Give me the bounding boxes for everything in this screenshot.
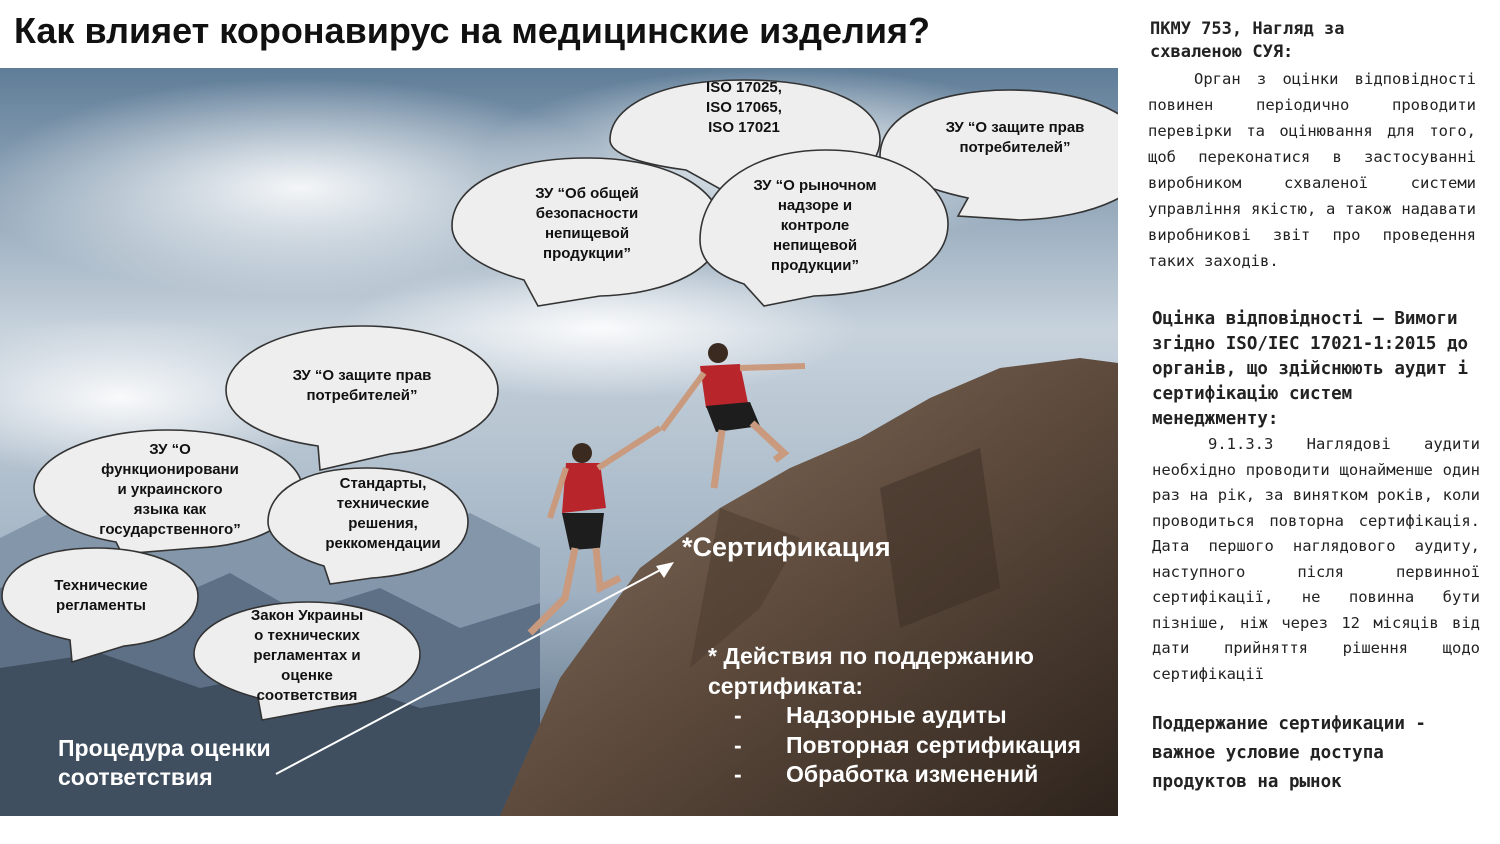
maintenance-item: [708, 731, 1081, 761]
bubble-technical-regulations: Технические регламенты: [54, 577, 148, 614]
item-dash: -: [734, 731, 742, 758]
slide-title: Как влияет коронавирус на медицинские изделия?: [14, 10, 930, 51]
maintenance-item: [708, 701, 1081, 731]
item-dash: -: [734, 761, 742, 787]
section1-body: Орган з оцінки відповідності повинен періодично проводити перевірки та оцінювання для того, щоб переконатися в застосуванні виробником схваленої системи управління якістю, а також надавати виробникові звіт про проведення таких заходів.: [1148, 70, 1476, 270]
section2-heading: Оцінка відповідності – Вимоги згідно ISO/IEC 17021-1:2015 до органів, що здійснюють аудит і сертифікацію систем менеджменту:: [1152, 309, 1469, 429]
item-text: Обработка изменений: [786, 761, 1039, 787]
procedure-label: Процедура оценки соответствия: [58, 735, 271, 790]
maintenance-item: [708, 760, 1081, 790]
item-text: Надзорные аудиты: [786, 702, 1007, 728]
bubble-iso: ISO 17025, ISO 17065, ISO 17021: [706, 79, 782, 136]
bubble-consumer-protection-mid: ЗУ “О защите прав потребителей”: [292, 367, 432, 404]
maintenance-actions: [708, 642, 1081, 790]
bubble-law-technical-regulations: Закон Украины о технических регламентах и оценке соответствия: [250, 607, 364, 704]
bubble-general-safety: ЗУ “Об общей безопасности непищевой продукции”: [535, 185, 639, 262]
maintenance-title: * Действия по поддержанию сертификата:: [708, 643, 1034, 699]
certification-label: *Сертификация: [682, 532, 891, 562]
bubble-consumer-protection-top: ЗУ “О защите прав потребителей”: [945, 119, 1085, 156]
item-text: Повторная сертификация: [786, 731, 1081, 758]
bubble-market-surveillance: ЗУ “О рыночном надзоре и контроле непищевой продукции”: [753, 177, 877, 274]
section3-conclusion: Поддержание сертификации - важное условие доступа продуктов на рынок: [1152, 714, 1426, 792]
bubble-language-law: ЗУ “О функционировани и украинского языка как государственного”: [99, 441, 241, 538]
item-dash: -: [734, 702, 742, 728]
section1-heading: ПКМУ 753, Нагляд за схваленою СУЯ:: [1150, 19, 1345, 62]
section2-body: 9.1.3.3 Наглядові аудити необхідно проводити щонайменше один раз на рік, за винятком років, коли проводиться повторна сертифікація. Дата першого наглядового аудиту, наступного після первинної сертифікації, не повинна бути пізніше, ніж через 12 місяців від дати прийняття рішення щодо сертифікації: [1152, 435, 1480, 683]
bubble-standards: Стандарты, технические решения, реккомендации: [325, 475, 441, 552]
